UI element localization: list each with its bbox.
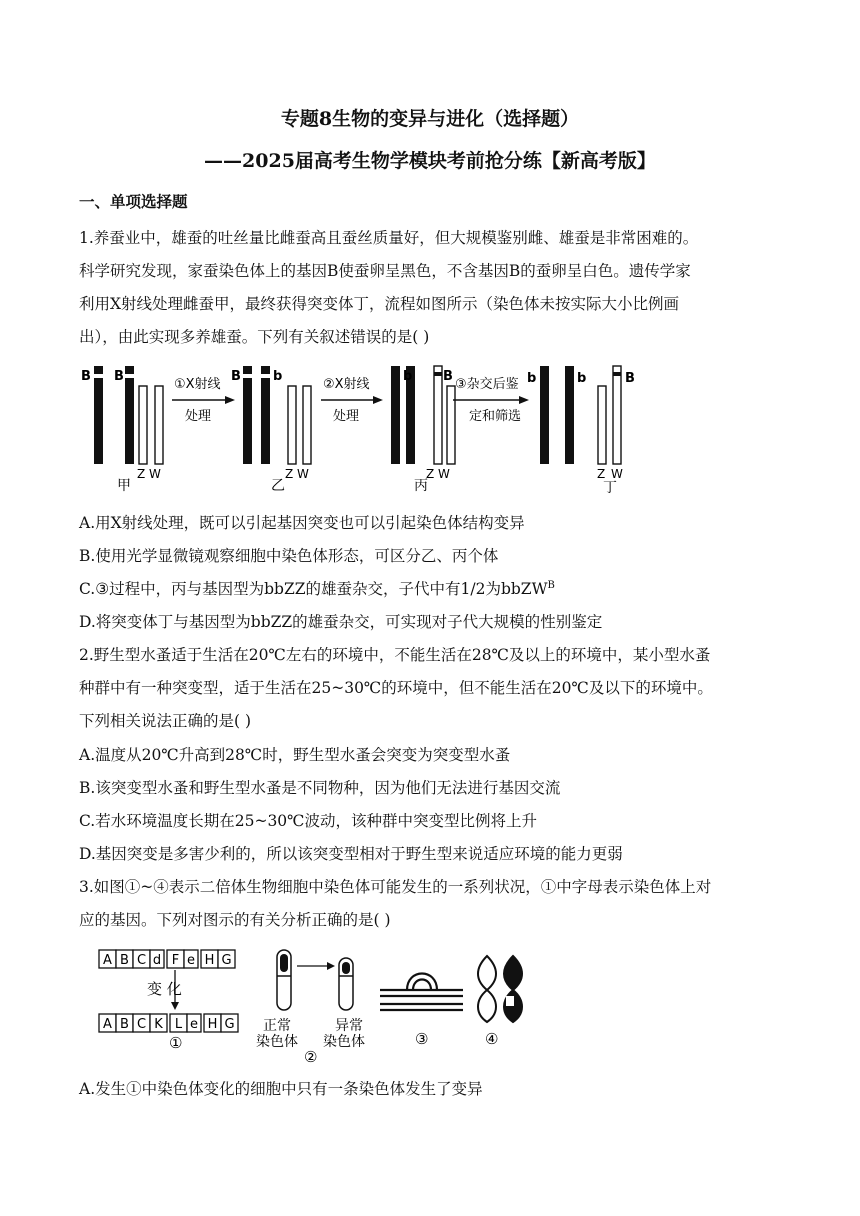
q1-option-c — [79, 577, 555, 599]
q3-option-a: A.发生①中染色体变化的细胞中只有一条染色体发生了变异 — [79, 1080, 483, 1098]
gene-letter: L — [174, 1017, 183, 1032]
gene-letter: H — [204, 953, 215, 968]
chromosome-z-label: Z — [285, 467, 294, 481]
step-label: 处理 — [333, 409, 360, 424]
q1-option-b: B.使用光学显微镜观察细胞中染色体形态，可区分乙、丙个体 — [79, 547, 499, 565]
chromosome-w-label: W — [149, 467, 161, 481]
q1-stem-line: 出），由此实现多养雄蚕。下列有关叙述错误的是( ) — [79, 328, 430, 346]
gene-letter: G — [224, 1017, 235, 1032]
individual-yi-chromosomes — [231, 366, 311, 494]
chromosome-w-label: W — [438, 467, 450, 481]
gene-letter: A — [103, 953, 112, 968]
q3-stem-line: 应的基因。下列对图示的有关分析正确的是( ) — [79, 911, 391, 929]
gene-letter: G — [221, 953, 232, 968]
change-label: 变 化 — [147, 980, 182, 998]
chromosome-z-label: Z — [597, 467, 606, 481]
q1-stem-line: 1.养蚕业中，雄蚕的吐丝量比雌蚕高且蚕丝质量好，但大规模鉴别雌、雄蚕是非常困难的。 — [79, 229, 699, 247]
q2-stem-line: 2.野生型水蚤适于生活在20℃左右的环境中，不能生活在28℃及以上的环境中，某小型水蚤 — [79, 646, 711, 664]
gene-letter: H — [207, 1017, 218, 1032]
figure-mark: ③ — [415, 1030, 429, 1048]
individual-label: 丙 — [414, 478, 428, 494]
normal-label: 染色体 — [256, 1034, 298, 1050]
q2-option-a: A.温度从20℃升高到28℃时，野生型水蚤会突变为突变型水蚤 — [79, 746, 511, 764]
chromosome-w-label: W — [611, 467, 623, 481]
q1-option-c-text: C.③过程中，丙与基因型为bbZZ的雄蚕杂交，子代中有1/2为bbZW — [79, 580, 548, 598]
gene-B-label: B — [625, 371, 635, 386]
gene-letter: A — [103, 1017, 112, 1032]
figure-mark: ② — [304, 1048, 318, 1066]
section-heading: 一、单项选择题 — [79, 192, 188, 211]
gene-B-label: B — [114, 369, 124, 384]
gene-letter: C — [136, 953, 147, 968]
gene-B-label: B — [443, 369, 453, 384]
step-label: 处理 — [185, 409, 212, 424]
step1-arrow — [172, 376, 235, 424]
gene-b-label: b — [403, 369, 413, 384]
abnormal-chromosome — [339, 958, 353, 1010]
individual-ding-chromosomes — [527, 366, 635, 495]
q1-stem-line: 利用X射线处理雌蚕甲，最终获得突变体丁，流程如图所示（染色体未按实际大小比例画 — [79, 295, 680, 313]
q3-stem-line: 3.如图①~④表示二倍体生物细胞中染色体可能发生的一系列状况，①中字母表示染色体上对 — [79, 878, 712, 896]
step-label: ③杂交后鉴 — [455, 377, 519, 392]
q1-option-d: D.将突变体丁与基因型为bbZZ的雄蚕杂交，可实现对子代大规模的性别鉴定 — [79, 613, 603, 631]
gene-B-label: B — [231, 369, 241, 384]
q2-option-b: B.该突变型水蚤和野生型水蚤是不同物种，因为他们无法进行基因交流 — [79, 779, 561, 797]
q2-stem-line: 种群中有一种突变型，适于生活在25~30℃的环境中，但不能生活在20℃及以下的环境中。 — [79, 679, 713, 697]
step2-arrow — [321, 376, 383, 424]
document-title: 专题8生物的变异与进化（选择题） — [280, 108, 580, 130]
q1-stem-line: 科学研究发现，家蚕染色体上的基因B使蚕卵呈黑色，不含基因B的蚕卵呈白色。遗传学家 — [79, 262, 691, 280]
q2-option-d: D.基因突变是多害少利的，所以该突变型相对于野生型来说适应环境的能力更弱 — [79, 845, 623, 863]
individual-jia-chromosomes — [81, 366, 163, 494]
paired-chromosomes — [478, 956, 522, 1022]
figure-mark: ④ — [485, 1030, 499, 1048]
chromosome-z-label: Z — [426, 467, 435, 481]
gene-b-label: b — [527, 371, 537, 386]
step3-arrow — [453, 376, 529, 424]
gene-letter: e — [190, 1017, 198, 1032]
individual-label: 乙 — [271, 478, 285, 494]
normal-label: 正常 — [263, 1018, 291, 1034]
gene-letter: C — [136, 1017, 147, 1032]
step-label: 定和筛选 — [469, 409, 522, 424]
gene-sequence-original — [99, 950, 235, 968]
individual-label: 甲 — [117, 478, 131, 494]
q1-chromosome-figure — [75, 360, 665, 495]
gene-B-label: B — [81, 369, 91, 384]
q1-option-c-superscript: B — [547, 579, 555, 591]
q2-stem-line: 下列相关说法正确的是( ) — [79, 712, 252, 730]
normal-chromosome — [277, 950, 291, 1010]
individual-bing-chromosomes — [391, 366, 455, 494]
gene-letter: e — [187, 953, 195, 968]
abnormal-label: 异常 — [335, 1018, 363, 1034]
gene-letter: d — [152, 953, 162, 968]
step-label: ②X射线 — [323, 377, 370, 392]
document-subtitle: ——2025届高考生物学模块考前抢分练【新高考版】 — [204, 150, 656, 172]
gene-letter: K — [154, 1017, 163, 1032]
gene-letter: B — [120, 1017, 129, 1032]
gene-b-label: b — [577, 371, 587, 386]
q2-option-c: C.若水环境温度长期在25~30℃波动，该种群中突变型比例将上升 — [79, 812, 538, 830]
gene-letter: B — [120, 953, 129, 968]
q3-chromosome-figure — [95, 946, 535, 1066]
gene-sequence-changed — [99, 1014, 238, 1032]
gene-b-label: b — [273, 369, 283, 384]
step-label: ①X射线 — [174, 377, 221, 392]
abnormal-label: 染色体 — [323, 1034, 365, 1050]
figure-mark: ① — [169, 1034, 183, 1052]
q1-option-a: A.用X射线处理，既可以引起基因突变也可以引起染色体结构变异 — [79, 514, 525, 532]
individual-label: 丁 — [603, 480, 617, 495]
chromosome-z-label: Z — [137, 467, 146, 481]
chromosome-w-label: W — [297, 467, 309, 481]
gene-letter: F — [171, 953, 180, 968]
chromosome-loop-diagram — [380, 974, 463, 1011]
